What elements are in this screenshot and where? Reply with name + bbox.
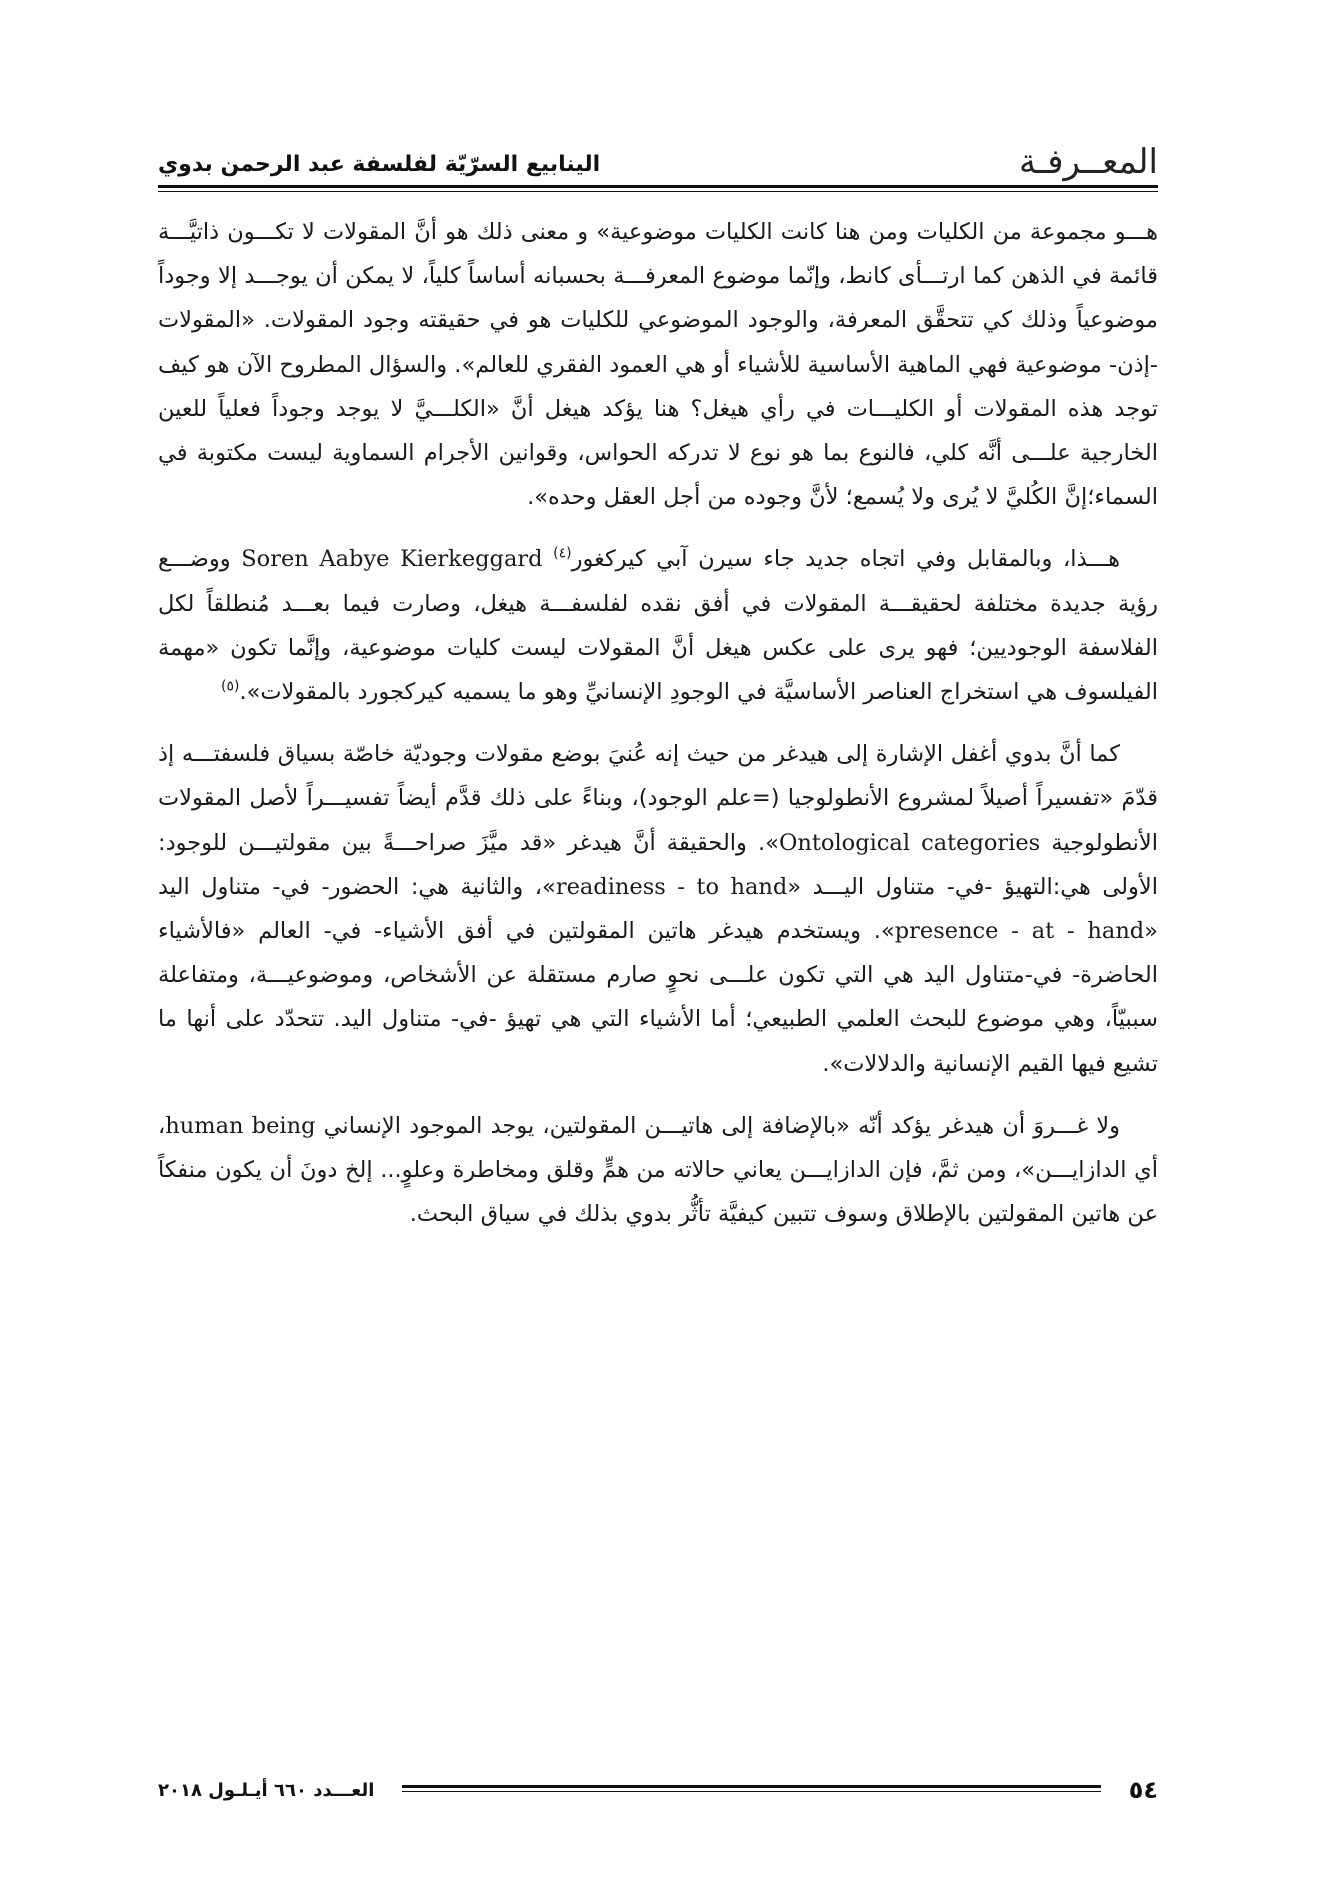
paragraph-3-punct-3: »	[880, 918, 895, 945]
page-footer	[158, 1770, 1158, 1810]
issue-info: العـــدد ٦٦٠ أيـلـول ٢٠١٨	[158, 1779, 375, 1801]
paragraph-3-part-2: والحقيقة أنَّ هيدغر «قد ميَّزَ صراحـــةً بين مقولتيـــن للوجود: الأولى هي:التهيؤ -في- متناول اليـــد «	[158, 829, 1158, 900]
footer-rule	[402, 1785, 1100, 1795]
running-title: الينابيع السرّيّة لفلسفة عبد الرحمن بدوي	[158, 152, 601, 177]
paragraph-3-part-4: . ويستخدم هيدغر هاتين المقولتين في أفق الأشياء- في- العالم «فالأشياء الحاضرة- في-متناول اليد هي التي تكون علـــى نحوٍ صارم مستقلة عن الأشخاص، وموضوعيـــة، ومتفاعلة سببيّاً، وهي موضوع للبحث العلمي الطبيعي؛ أما الأشياء التي هي تهيؤ -في- متناول اليد. تتحدّد على أنها ما تشيع فيها القيم الإنسانية والدلالات».	[158, 918, 1158, 1077]
paragraph-3-part-3: والثانية هي: الحضور- في- متناول اليد «	[158, 873, 1158, 945]
journal-logo: المعــرفـة	[1019, 142, 1158, 182]
foreign-term-readiness: readiness - to hand	[555, 873, 788, 900]
paragraph-3-punct-1: ».	[746, 829, 779, 856]
paragraph-3	[158, 732, 1158, 1086]
header-rule	[158, 185, 1158, 188]
paragraph-2-lead: هـــذا، وبالمقابل وفي اتجاه جديد جاء سيرن آبي كيركغور	[571, 546, 1121, 573]
paragraph-1: هـــو مجموعة من الكليات ومن هنا كانت الكليات موضوعية» و معنى ذلك هو أنَّ المقولات لا تكـــون ذاتيَّـــة قائمة في الذهن كما ارتـــأى كانط، وإنّما موضوع المعرفـــة بحسبانه أساساً كلياً، لا يمكن أن يوجـــد إلا وجوداً موضوعياً وذلك كي تتحقَّق المعرفة، والوجود الموضوعي للكليات هو في حقيقته وجود المقولات. «المقولات -إذن- موضوعية فهي الماهية الأساسية للأشياء أو هي العمود الفقري للعالم». والسؤال المطروح الآن هو كيف توجد هذه المقولات أو الكليـــات في رأي هيغل؟ هنا يؤكد هيغل أنَّ «الكلـــيَّ لا يوجد وجوداً فعلياً للعين الخارجية علـــى أنَّه كلي، فالنوع بما هو نوع لا تدركه الحواس، وقوانين الأجرام السماوية ليست مكتوبة في السماء؛إنَّ الكُليَّ لا يُرى ولا يُسمع؛ لأنَّ وجوده من أجل العقل وحده».	[158, 219, 1158, 511]
foreign-term-human-being: human being	[165, 1112, 316, 1139]
paragraph-4-body: ، أي الدازايـــن»، ومن ثمَّ، فإن الدازايـــن يعاني حالاته من همٍّ وقلق ومخاطرة وعلوٍ... إلخ دونَ أن يكون منفكاً عن هاتين المقولتين بالإطلاق وسوف تتبين كيفيَّة تأثُّر بدوي بذلك في سياق البحث.	[158, 1112, 1158, 1228]
article-body	[158, 210, 1158, 1254]
paragraph-4	[158, 1104, 1158, 1237]
header-rule-thin	[158, 191, 1158, 192]
paragraph-4-lead: ولا غـــروَ أن هيدغر يؤكد أنّه «بالإضافة إلى هاتيـــن المقولتين، يوجد الموجود الإنساني	[323, 1112, 1120, 1139]
page-number: ٥٤	[1128, 1776, 1158, 1804]
paragraph-2	[158, 537, 1158, 714]
foreign-term-kierkegaard: Soren Aabye Kierkeggard	[241, 546, 543, 573]
page-header	[158, 125, 1158, 183]
foreign-term-presence: presence - at - hand	[894, 918, 1145, 945]
paragraph-2-body: ووضـــع رؤية جديدة مختلفة لحقيقـــة المقولات في أفق نقده لفلسفـــة هيغل، وصارت فيما بعـــد مُنطلقاً لكل الفلاسفة الوجوديين؛ فهو يرى على عكس هيغل أنَّ المقولات ليست كليات موضوعية، وإنَّما تكون «مهمة الفيلسوف هي استخراج العناصر الأساسيَّة في الوجودِ الإنسانيِّ وهو ما يسميه كيركجورد بالمقولات».	[158, 546, 1158, 706]
footnote-ref-5[interactable]: (٥)	[220, 678, 240, 695]
paragraph-3-punct-2: »،	[534, 873, 556, 900]
paragraph-3-part-1: كما أنَّ بدوي أغفل الإشارة إلى هيدغر من حيث إنه عُنيَ بوضع مقولات وجوديّة خاصّة بسياق فلسفتـــه إذ قدّمَ «تفسيراً أصيلاً لمشروع الأنطولوجيا (=علم الوجود)، وبناءً على ذلك قدَّم أيضاً تفسيـــراً لأصل المقولات الأنطولوجية	[158, 741, 1158, 856]
footnote-ref-4[interactable]: (٤)	[553, 545, 572, 562]
foreign-term-ontological: Ontological categories	[778, 829, 1041, 856]
